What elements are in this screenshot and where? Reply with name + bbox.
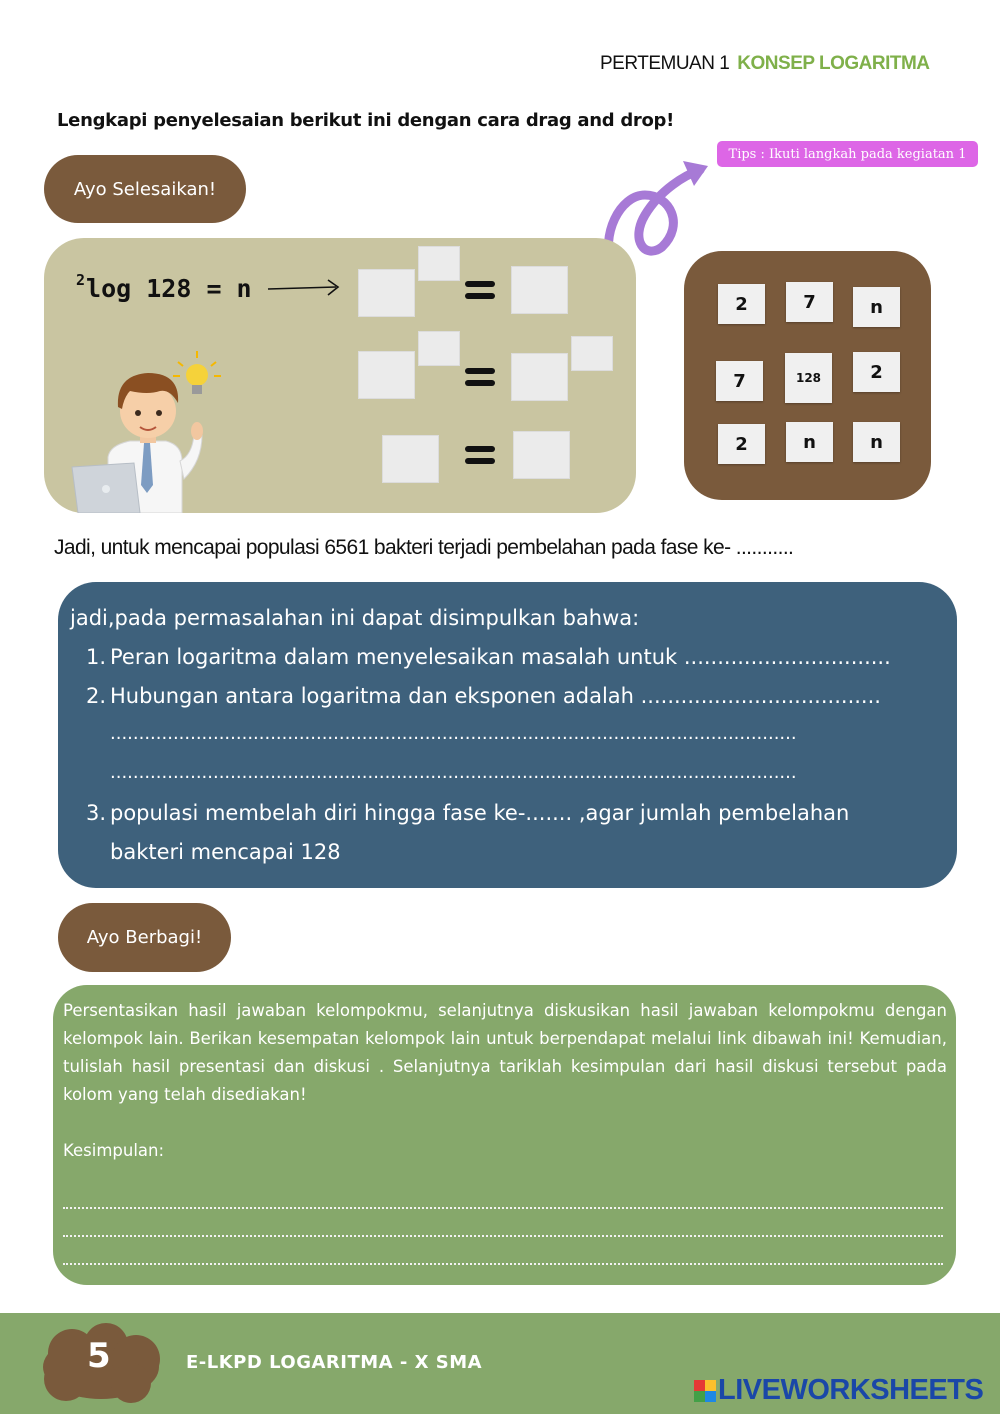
meeting-header [600, 53, 930, 75]
drag-tile[interactable]: 2 [718, 424, 765, 464]
drag-tile[interactable]: 2 [853, 352, 900, 392]
right-arrow-icon [266, 276, 342, 300]
drag-tile[interactable]: n [853, 287, 900, 327]
share-panel [53, 985, 956, 1285]
meeting-label: PERTEMUAN 1 [600, 53, 730, 74]
summary-item-2 [86, 684, 881, 708]
footer [0, 1313, 1000, 1414]
kesimpulan-answer-line[interactable] [63, 1235, 943, 1237]
conclusion-question: Jadi, untuk mencapai populasi 6561 bakteri terjadi pembelahan pada fase ke- ........... [54, 536, 794, 559]
drop-zone-row2-base-right[interactable] [511, 353, 568, 401]
liveworksheets-logo-icon [694, 1380, 716, 1402]
ayo-selesaikan-badge: Ayo Selesaikan! [44, 155, 246, 223]
item-text[interactable]: populasi membelah diri hingga fase ke-....... ,agar jumlah pembelahan [110, 801, 850, 825]
kesimpulan-answer-line[interactable] [63, 1207, 943, 1209]
item-number: 1. [86, 645, 107, 669]
log-base: 2 [76, 271, 86, 289]
item-number: 3. [86, 801, 107, 825]
drag-tile[interactable]: 128 [785, 353, 832, 403]
drop-zone-row2-base[interactable] [358, 351, 415, 399]
answer-line[interactable]: ........................................................................................................................ [110, 762, 797, 783]
equation-expression: log 128 = n [86, 274, 252, 303]
drop-zone-row1-result[interactable] [511, 266, 568, 314]
lightbulb-icon [173, 351, 221, 394]
drag-tile[interactable]: n [853, 422, 900, 462]
page-number: 5 [87, 1336, 111, 1376]
drop-zone-row1-base[interactable] [358, 269, 415, 317]
drop-zone-row3-result[interactable] [513, 431, 570, 479]
drag-tile[interactable]: 7 [786, 282, 833, 322]
drop-zone-row2-exponent[interactable] [418, 331, 460, 366]
instruction-text: Lengkapi penyelesaian berikut ini dengan cara drag and drop! [57, 110, 675, 131]
liveworksheets-brand[interactable] [694, 1374, 983, 1407]
item-text[interactable]: Peran logaritma dalam menyelesaikan masalah untuk ............................... [110, 645, 891, 669]
summary-panel [58, 582, 957, 888]
summary-item-1 [86, 645, 891, 669]
drop-zone-row3-left[interactable] [382, 435, 439, 483]
equation [76, 271, 252, 303]
kesimpulan-answer-line[interactable] [63, 1263, 943, 1265]
item-text-continued: bakteri mencapai 128 [110, 840, 341, 864]
item-text[interactable]: Hubungan antara logaritma dan eksponen adalah .................................... [110, 684, 881, 708]
kesimpulan-label: Kesimpulan: [63, 1141, 165, 1160]
item-number: 2. [86, 684, 107, 708]
footer-title: E-LKPD LOGARITMA - X SMA [186, 1352, 483, 1373]
drop-zone-row1-exponent[interactable] [418, 246, 460, 281]
drag-tile[interactable]: 2 [718, 284, 765, 324]
share-instructions: Persentasikan hasil jawaban kelompokmu, selanjutnya diskusikan hasil jawaban kelompokmu dengan kelompok lain. Berikan kesempatan kelompok lain untuk berpendapat melalui link dibawah ini! Kemudian, tulislah hasil presentasi dan diskusi . Selanjutnya tariklah kesimpulan dari hasil diskusi tersebut pada kolom yang telah disediakan! [63, 1001, 947, 1104]
ayo-berbagi-badge: Ayo Berbagi! [58, 903, 231, 972]
drag-tile[interactable]: 7 [716, 361, 763, 401]
summary-intro: jadi,pada permasalahan ini dapat disimpulkan bahwa: [70, 606, 640, 630]
summary-item-3 [86, 801, 849, 825]
equals-sign [465, 446, 495, 464]
drag-tile[interactable]: n [786, 422, 833, 462]
equals-sign [465, 368, 495, 386]
equals-sign [465, 281, 495, 299]
student-illustration [70, 345, 230, 513]
tips-badge[interactable]: Tips : Ikuti langkah pada kegiatan 1 [717, 141, 978, 167]
liveworksheets-text: LIVEWORKSHEETS [718, 1374, 984, 1406]
drop-zone-row2-exponent-right[interactable] [571, 336, 613, 371]
topic-label: KONSEP LOGARITMA [737, 53, 930, 74]
answer-line[interactable]: ........................................................................................................................ [110, 723, 797, 744]
